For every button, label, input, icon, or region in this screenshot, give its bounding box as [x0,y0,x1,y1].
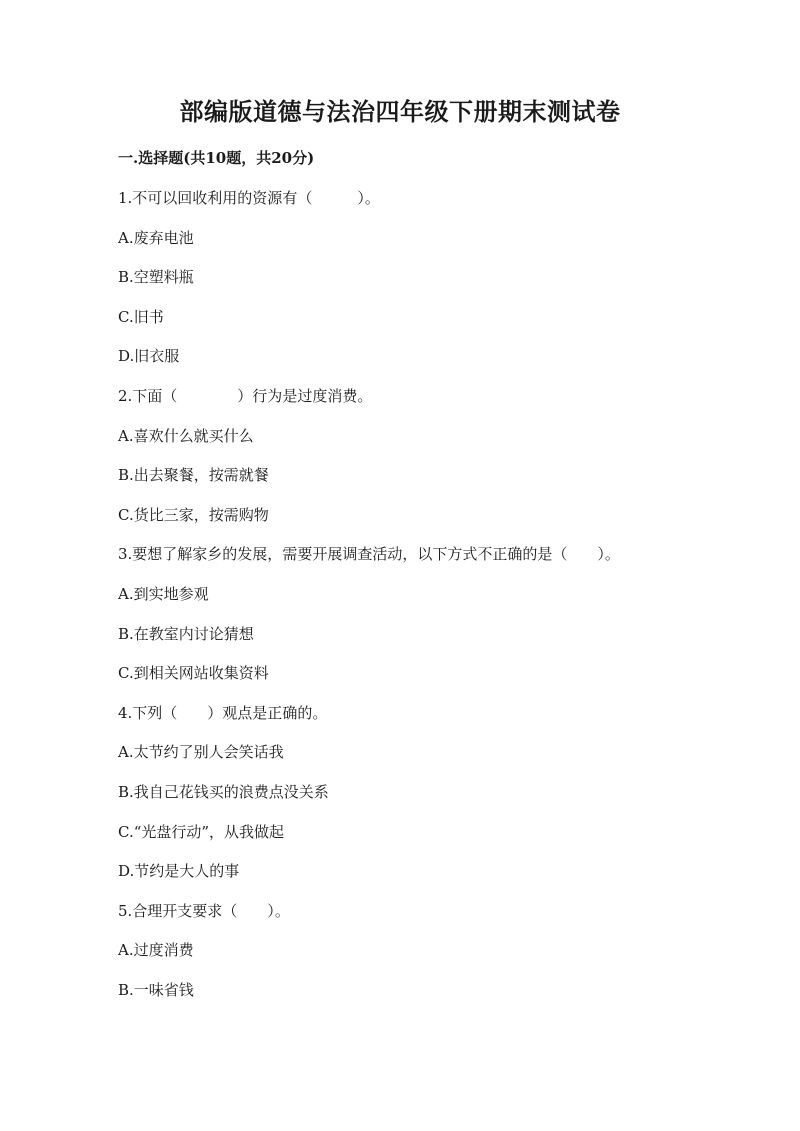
answer-option: A.废弃电池 [118,229,194,247]
question-stem: 3.要想了解家乡的发展，需要开展调查活动，以下方式不正确的是（ ）。 [118,545,620,563]
answer-option: D.旧衣服 [118,347,180,365]
question-stem: 2.下面（ ）行为是过度消费。 [118,387,373,405]
answer-option: C.“光盘行动”，从我做起 [118,823,285,841]
answer-option: A.喜欢什么就买什么 [118,427,254,445]
answer-option: B.出去聚餐，按需就餐 [118,466,269,484]
answer-option: B.空塑料瓶 [118,268,194,286]
answer-option: C.货比三家，按需购物 [118,506,269,524]
section-heading: 一.选择题(共10题，共20分) [118,149,315,167]
question-stem: 4.下列（ ）观点是正确的。 [118,704,328,722]
answer-option: B.我自己花钱买的浪费点没关系 [118,783,329,801]
answer-option: A.到实地参观 [118,585,209,603]
question-stem: 1.不可以回收利用的资源有（ ）。 [118,189,380,207]
answer-option: B.一味省钱 [118,981,194,999]
answer-option: C.到相关网站收集资料 [118,664,269,682]
question-stem: 5.合理开支要求（ ）。 [118,902,290,920]
answer-option: B.在教室内讨论猜想 [118,625,254,643]
page-title: 部编版道德与法治四年级下册期末测试卷 [179,97,621,126]
answer-option: A.过度消费 [118,941,194,959]
answer-option: D.节约是大人的事 [118,862,240,880]
answer-option: A.太节约了别人会笑话我 [118,743,284,761]
answer-option: C.旧书 [118,308,164,326]
